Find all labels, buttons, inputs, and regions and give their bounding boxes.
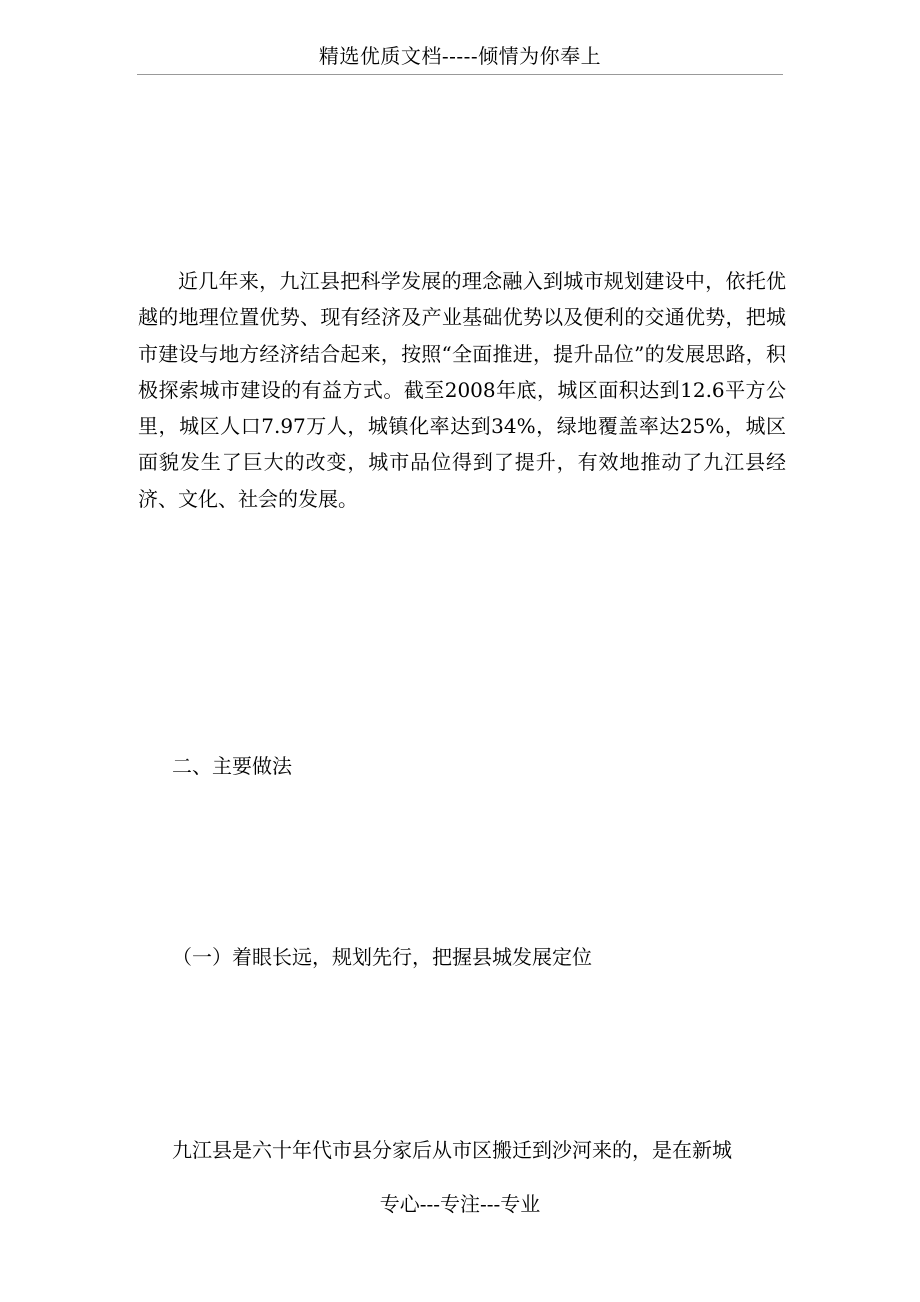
- page-footer: 专心---专注---专业: [379, 1192, 541, 1216]
- header-divider: [137, 74, 783, 75]
- sub-section-heading: （一）着眼长远，规划先行，把握县城发展定位: [172, 945, 592, 969]
- section-heading: 二、主要做法: [172, 754, 292, 778]
- page-header: 精选优质文档-----倾情为你奉上: [318, 44, 602, 68]
- body-paragraph-2: 九江县是六十年代市县分家后从市区搬迁到沙河来的，是在新城: [172, 1138, 732, 1162]
- body-paragraph-1: 近几年来，九江县把科学发展的理念融入到城市规划建设中，依托优越的地理位置优势、现有经济及产业基础优势以及便利的交通优势，把城市建设与地方经济结合起来，按照“全面推进，提升品位”的发展思路，积极探索城市建设的有益方式。截至2008年底，城区面积达到12.6平方公里，城区人口7.97万人，城镇化率达到34%，绿地覆盖率达25%，城区面貌发生了巨大的改变，城市品位得到了提升，有效地推动了九江县经济、文化、社会的发展。: [138, 269, 786, 511]
